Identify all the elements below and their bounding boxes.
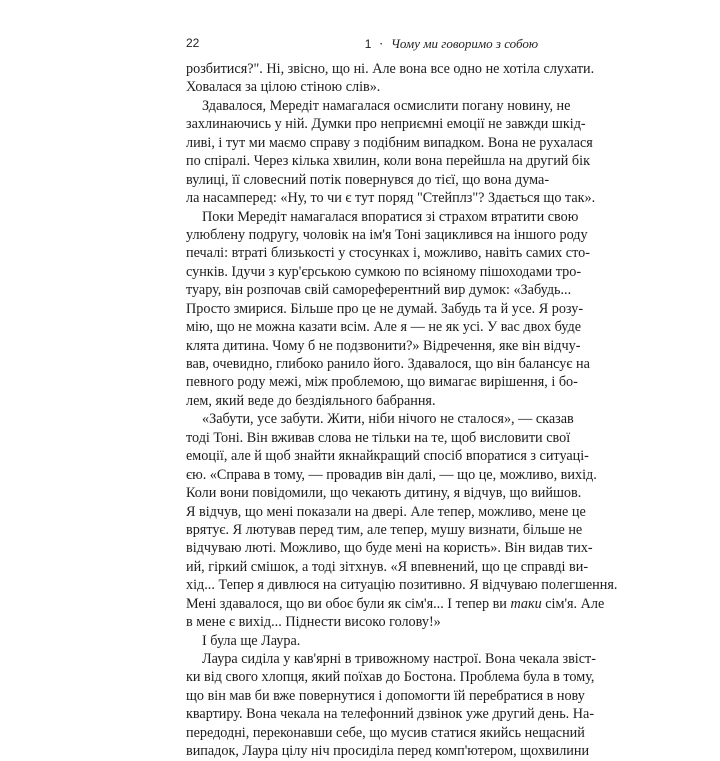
text-line: сунків. Ідучи з кур'єрською сумкою по всіяному пішоходами тро- — [186, 263, 582, 280]
text-line: І була ще Лаура. — [202, 632, 301, 649]
text-line: врятує. Я лютував перед тим, але тепер, мушу визнати, більше не — [186, 521, 583, 538]
text-line: клята дитина. Чому б не подзвонити?» Відречення, яке він відчу- — [186, 337, 581, 354]
text-line: передодні, переконавши себе, що мусив статися якийсь нещасний — [186, 724, 585, 741]
text-line: ливі, і тут ми маємо справу з подібним випадком. Вона не рухалася — [186, 134, 593, 151]
text-line: Просто змирися. Більше про це не думай. Забудь та й усе. Я розу- — [186, 300, 584, 317]
text-line: емоції, але й щоб знайти якнайкращий спосіб впоратися з ситуаці- — [186, 448, 589, 465]
text-line: Ховалася за цілою стіною слів». — [186, 79, 381, 96]
text-line: в мене є вихід... Піднести високо голову!» — [186, 614, 441, 631]
text-line: Лаура сиділа у кав'ярні в тривожному настрої. Вона чекала звіст- — [202, 651, 596, 667]
text-line — [186, 595, 605, 613]
text-line: вулиці, її словесний потік повернувся до тієї, що вона дума- — [186, 171, 550, 188]
text-line: хід... Тепер я дивлюся на ситуацію позитивно. Я відчуваю полегшення. — [186, 577, 618, 594]
chapter-title: Чому ми говоримо з собою — [390, 36, 538, 51]
text-line: розбитися?". Ні, звісно, що ні. Але вона все одно не хотіла слухати. — [186, 61, 595, 77]
running-header — [186, 36, 538, 54]
text-line: вав, очевидно, глибоко ранило його. Здавалося, що він балансує на — [186, 356, 590, 372]
emphasized-word: таки — [510, 595, 542, 612]
text-line: Поки Мередіт намагалася впоратися зі страхом втратити свою — [202, 208, 579, 225]
text-line: випадок, Лаура цілу ніч просиділа перед комп'ютером, щохвилини — [186, 743, 590, 760]
text-line: Здавалося, Мередіт намагалася осмислити погану новину, не — [202, 97, 571, 114]
text-line: Коли вони повідомили, що чекають дитину, я відчув, що вийшов. — [186, 485, 582, 502]
chapter-number: 1 — [364, 37, 372, 51]
text-line: ла насамперед: «Ну, то чи є тут поряд "Стейплз"? Здається що так». — [186, 190, 596, 207]
text-line: «Забути, усе забути. Жити, ніби нічого не сталося», — сказав — [202, 411, 574, 428]
text-run: Мені здавалося, що ви обоє були як сім'я... І тепер ви — [186, 595, 511, 612]
page-number: 22 — [186, 36, 200, 50]
text-line: туару, він розпочав свій самореферентний вир думок: «Забудь... — [186, 282, 572, 299]
text-line: квартиру. Вона чекала на телефонний дзвінок уже другий день. На- — [186, 706, 595, 723]
text-line: мію, що не можна казати всім. Але я — не як усі. У вас двох буде — [186, 319, 581, 336]
body-text — [186, 60, 618, 761]
text-line: по спіралі. Через кілька хвилин, коли вона перейшла на другий бік — [186, 153, 590, 170]
text-line: печалі: втраті близькості у стосунках і, можливо, навіть самих сто- — [186, 245, 590, 262]
text-line: Я відчув, що мені показали на двері. Але тепер, можливо, мене це — [186, 503, 586, 520]
text-line: єю. «Справа в тому, — провадив він далі, — що це, можливо, вихід. — [186, 466, 597, 483]
text-line: певного роду межі, між проблемою, що вимагає вирішення, і бо- — [186, 374, 578, 391]
text-line: улюблену подругу, чоловік на ім'я Тоні зациклився на іншого роду — [186, 226, 588, 243]
header-separator: · — [379, 37, 384, 51]
text-line: захлинаючись у ній. Думки про неприємні емоції не завжди шкід- — [186, 116, 586, 133]
text-line: тоді Тоні. Він вживав слова не тільки на те, щоб висловити свої — [186, 429, 571, 446]
text-line: лем, який веде до бездіяльного бабрання. — [186, 392, 436, 409]
text-line: ий, гіркий смішок, а тоді зітхнув. «Я впевнений, що це справді ви- — [186, 558, 589, 575]
text-run: сім'я. Але — [541, 595, 605, 612]
text-line: відчуваю люті. Можливо, що буде мені на користь». Він видав тих- — [186, 540, 593, 557]
chapter-heading — [365, 36, 538, 52]
text-line: що він мав би вже повернутися і допомогти їй перебратися в нову — [186, 687, 585, 704]
text-line: ки від свого хлопця, який поїхав до Бостона. Проблема була в тому, — [186, 669, 595, 686]
